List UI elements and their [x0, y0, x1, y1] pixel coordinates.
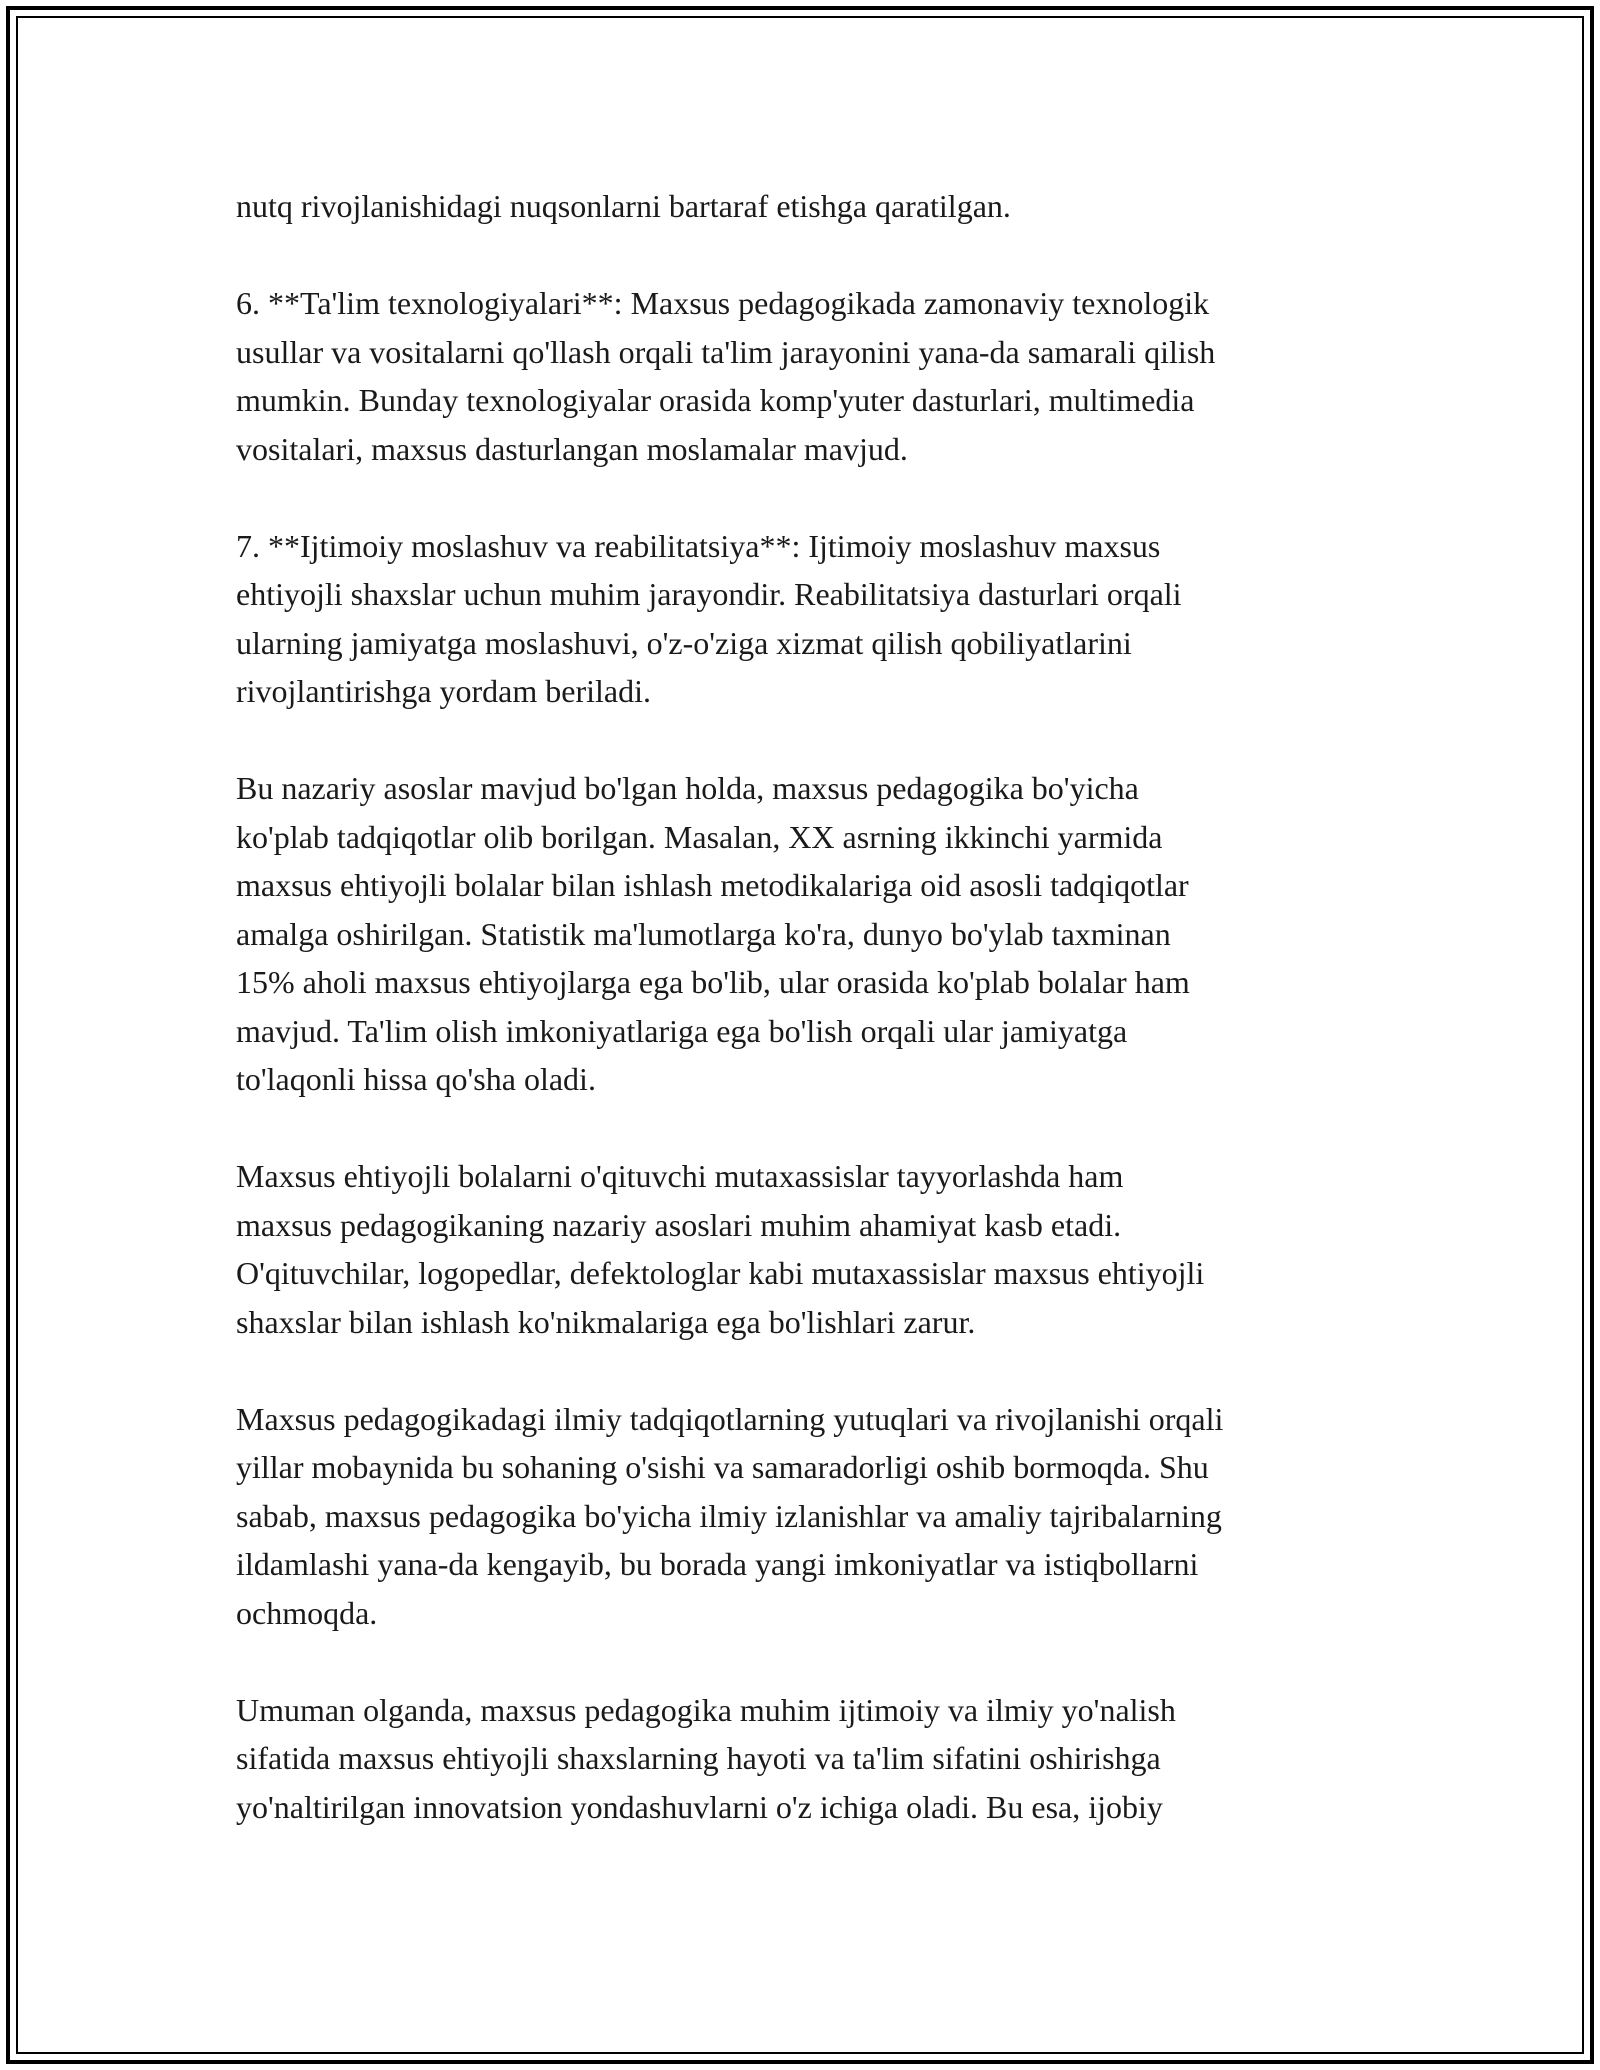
text-line: Maxsus pedagogikadagi ilmiy tadqiqotlarning yutuqlari va rivojlanishi orqali: [236, 1400, 1224, 1437]
text-line: yo'naltirilgan innovatsion yondashuvlarni o'z ichiga oladi. Bu esa, ijobiy: [236, 1788, 1163, 1825]
paragraph-achievements: [236, 1395, 1376, 1638]
text-line: 15% aholi maxsus ehtiyojlarga ega bo'lib, ular orasida ko'plab bolalar ham: [236, 964, 1190, 1000]
text-line: vositalari, maxsus dasturlangan moslamalar mavjud.: [236, 430, 908, 467]
text-line: sabab, maxsus pedagogika bo'yicha ilmiy izlanishlar va amaliy tajribalarning: [236, 1497, 1222, 1534]
text-line: maxsus pedagogikaning nazariy asoslari muhim ahamiyat kasb etadi.: [236, 1206, 1122, 1243]
text-line: maxsus ehtiyojli bolalar bilan ishlash metodikalariga oid asosli tadqiqotlar: [236, 867, 1189, 903]
paragraph-continuation: [236, 182, 1376, 231]
text-line: Umuman olganda, maxsus pedagogika muhim ijtimoiy va ilmiy yo'nalish: [236, 1691, 1176, 1728]
text-line: yillar mobaynida bu sohaning o'sishi va samaradorligi oshib bormoqda. Shu: [236, 1449, 1209, 1485]
text-line: 7. **Ijtimoiy moslashuv va reabilitatsiya**: Ijtimoiy moslashuv maxsus: [236, 527, 1161, 564]
text-line: mumkin. Bunday texnologiyalar orasida komp'yuter dasturlari, multimedia: [236, 382, 1195, 418]
text-line: Bu nazariy asoslar mavjud bo'lgan holda, maxsus pedagogika bo'yicha: [236, 770, 1139, 806]
text-line: nutq rivojlanishidagi nuqsonlarni bartaraf etishga qaratilgan.: [236, 188, 1011, 224]
paragraph-item-6: [236, 279, 1376, 473]
text-line: O'qituvchilar, logopedlar, defektologlar kabi mutaxassislar maxsus ehtiyojli: [236, 1255, 1205, 1291]
paragraph-conclusion: [236, 1686, 1376, 1832]
text-line: ularning jamiyatga moslashuvi, o'z-o'ziga xizmat qilish qobiliyatlarini: [236, 624, 1132, 661]
text-line: to'laqonli hissa qo'sha oladi.: [236, 1061, 596, 1097]
text-line: ildamlashi yana-da kengayib, bu borada yangi imkoniyatlar va istiqbollarni: [236, 1546, 1199, 1582]
text-line: 6. **Ta'lim texnologiyalari**: Maxsus pedagogikada zamonaviy texnologik: [236, 285, 1210, 321]
paragraph-item-7: [236, 522, 1376, 716]
text-line: sifatida maxsus ehtiyojli shaxslarning hayoti va ta'lim sifatini oshirishga: [236, 1740, 1161, 1776]
text-line: ochmoqda.: [236, 1594, 378, 1631]
text-line: ehtiyojli shaxslar uchun muhim jarayondir. Reabilitatsiya dasturlari orqali: [236, 576, 1182, 612]
text-line: ko'plab tadqiqotlar olib borilgan. Masalan, XX asrning ikkinchi yarmida: [236, 818, 1163, 855]
text-line: usullar va vositalarni qo'llash orqali ta'lim jarayonini yana-da samarali qilish: [236, 333, 1216, 370]
text-line: amalga oshirilgan. Statistik ma'lumotlarga ko'ra, dunyo bo'ylab taxminan: [236, 915, 1171, 952]
text-line: rivojlantirishga yordam beriladi.: [236, 673, 651, 709]
text-line: mavjud. Ta'lim olish imkoniyatlariga ega bo'lish orqali ular jamiyatga: [236, 1012, 1128, 1049]
paragraph-specialists: [236, 1152, 1376, 1346]
paragraph-research: [236, 764, 1376, 1104]
text-line: Maxsus ehtiyojli bolalarni o'qituvchi mutaxassislar tayyorlashda ham: [236, 1158, 1124, 1194]
document-body: [236, 182, 1376, 1880]
text-line: shaxslar bilan ishlash ko'nikmalariga ega bo'lishlari zarur.: [236, 1303, 976, 1340]
